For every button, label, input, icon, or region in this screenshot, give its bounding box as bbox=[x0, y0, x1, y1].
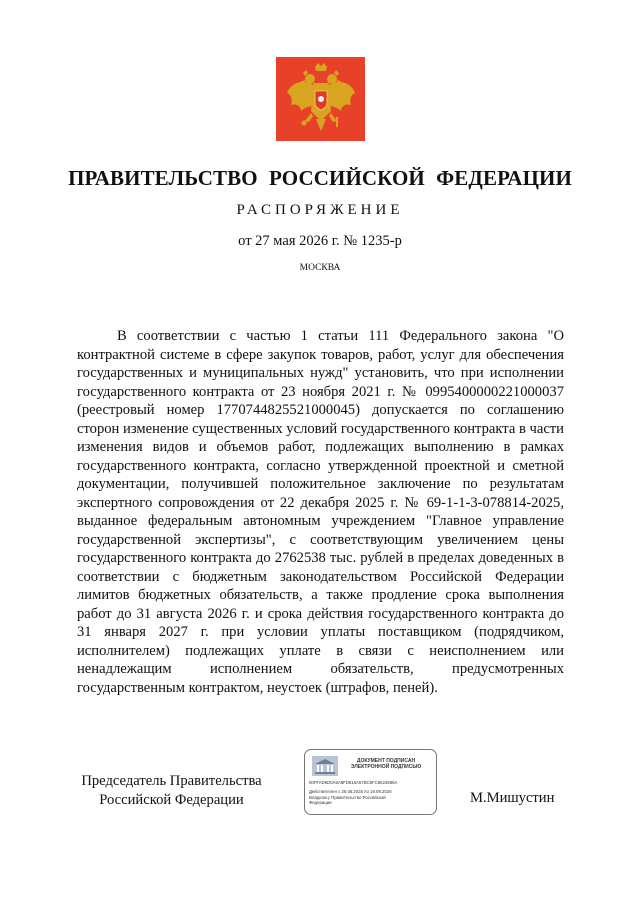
signatory-position bbox=[78, 772, 265, 809]
signatory-name: М.Мишустин bbox=[470, 790, 555, 806]
document-city: МОСКВА bbox=[299, 263, 341, 273]
stamp-owner-line2: Федерации bbox=[309, 800, 332, 805]
order-body-paragraph: В соответствии с частью 1 статьи 111 Федерального закона "О контрактной системе в сфере закупок товаров, работ, услуг для обеспечения государственных и муниципальных нужд" установить, что при исполнении государственного контракта от 23 ноября 2021 г. № 0995400000221000037 (реестровый номер 1770744825521000045) допускается по соглашению сторон изменение существенных условий государственного контракта в части изменения видов и объемов работ, подлежащих выполнению в рамках государственного контракта, согласно утвержденной проектной и сметной документации, получившей положительное заключение по результатам экспертного сопровождения от 22 декабря 2025 г. № 69-1-1-3-078814-2025, выданное федеральным автономным учреждением "Главное управление государственной экспертизы", с соответствующим увеличением цены государственного контракта до 2762538 тыс. рублей в пределах доведенных в соответствии с бюджетным законодательством Российской Федерации лимитов бюджетных обязательств, а также продление срока выполнения работ до 31 августа 2026 г. и срока действия государственного контракта до 31 января 2027 г. при условии уплаты поставщиком (подрядчиком, исполнителем) подлежащих уплате в связи с неисполнением или ненадлежащим исполнением обязательств, предусмотренных государственным контрактом, неустоек (штрафов, пеней). bbox=[77, 328, 564, 696]
signatory-position-line1: Председатель Правительства bbox=[81, 773, 262, 789]
stamp-validity: Действителен с 26.06.2025 по 19.09.2026 bbox=[309, 789, 392, 794]
double-headed-eagle-icon bbox=[283, 61, 359, 137]
stamp-title-line2: ЭЛЕКТРОННОЙ ПОДПИСЬЮ bbox=[350, 764, 422, 770]
stamp-certificate: 00FFAD6D0A5A8FD815A57BC5FC8623685A bbox=[309, 780, 398, 785]
coat-of-arms-emblem bbox=[276, 57, 365, 141]
stamp-title-line1: ДОКУМЕНТ ПОДПИСАН bbox=[356, 758, 416, 764]
electronic-signature-stamp bbox=[304, 749, 437, 815]
stamp-title bbox=[341, 758, 431, 770]
document-date-number: от 27 мая 2026 г. № 1235-р bbox=[238, 233, 402, 249]
signatory-position-line2: Российской Федерации bbox=[99, 791, 244, 808]
document-type: РАСПОРЯЖЕНИЕ bbox=[236, 202, 404, 218]
government-building-icon bbox=[312, 756, 338, 776]
stamp-owner-line1: Владелец: Правительство Российской bbox=[309, 795, 386, 800]
government-title: ПРАВИТЕЛЬСТВО РОССИЙСКОЙ ФЕДЕРАЦИИ bbox=[68, 166, 572, 190]
